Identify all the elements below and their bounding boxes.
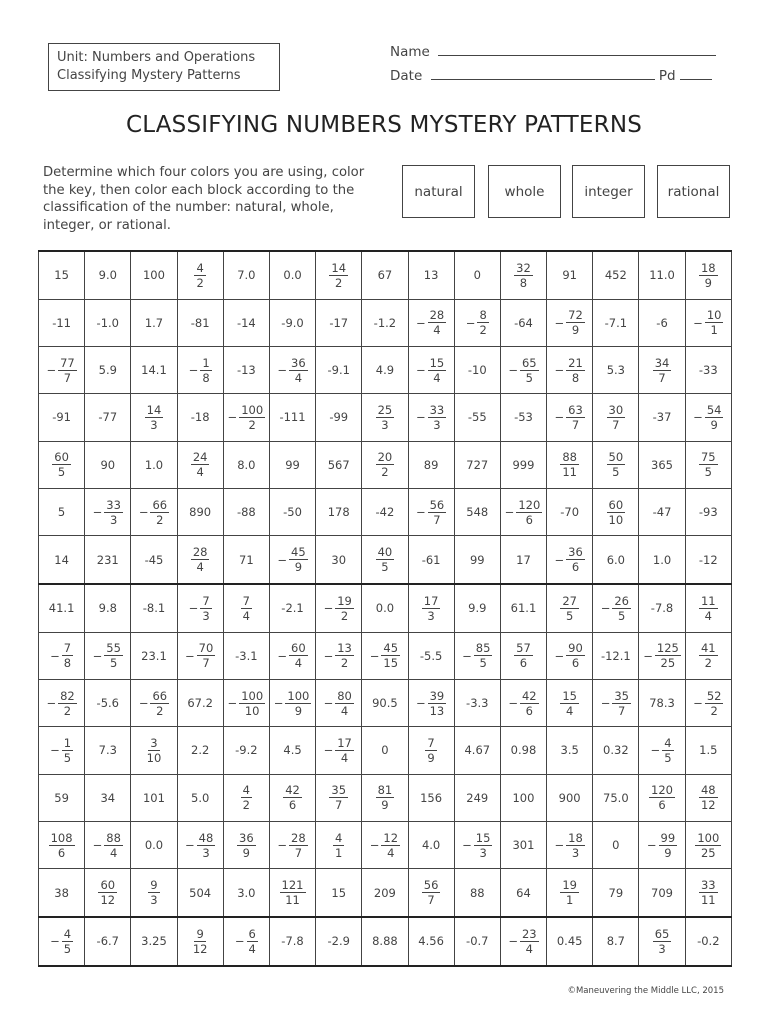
grid-cell[interactable]: − $\frac{125}{25}$ xyxy=(639,632,685,679)
grid-cell[interactable]: − $\frac{1}{8}$ xyxy=(177,346,223,393)
grid-cell[interactable]: − $\frac{55}{5}$ xyxy=(85,632,131,679)
grid-cell[interactable]: 0 xyxy=(362,727,408,774)
grid-cell[interactable]: 1.0 xyxy=(639,536,685,584)
grid-cell[interactable]: $\frac{34}{7}$ xyxy=(639,346,685,393)
grid-cell[interactable]: − $\frac{12}{4}$ xyxy=(362,821,408,868)
grid-cell[interactable]: -7.8 xyxy=(639,584,685,632)
grid-cell[interactable]: $\frac{9}{3}$ xyxy=(131,869,177,917)
grid-cell[interactable]: 14 xyxy=(39,536,85,584)
grid-cell[interactable]: 34 xyxy=(85,774,131,821)
grid-cell[interactable]: 78.3 xyxy=(639,679,685,726)
grid-cell[interactable]: 89 xyxy=(408,441,454,488)
grid-cell[interactable]: -77 xyxy=(85,394,131,441)
grid-cell[interactable]: $\frac{28}{4}$ xyxy=(177,536,223,584)
grid-cell[interactable]: -10 xyxy=(454,346,500,393)
grid-row xyxy=(39,821,732,868)
grid-row xyxy=(39,251,732,299)
grid-cell[interactable]: 99 xyxy=(454,536,500,584)
grid-cell[interactable]: 301 xyxy=(500,821,546,868)
grid-row xyxy=(39,536,732,584)
grid-cell[interactable]: 9.8 xyxy=(85,584,131,632)
grid-cell[interactable]: 548 xyxy=(454,489,500,536)
grid-cell[interactable]: 30 xyxy=(316,536,362,584)
key-label: integer xyxy=(584,183,633,200)
grid-cell[interactable]: − $\frac{100}{2}$ xyxy=(223,394,269,441)
grid-row xyxy=(39,679,732,726)
grid-cell[interactable]: − $\frac{56}{7}$ xyxy=(408,489,454,536)
grid-cell[interactable]: 4.56 xyxy=(408,917,454,966)
grid-cell[interactable]: $\frac{120}{6}$ xyxy=(639,774,685,821)
grid-cell[interactable]: 999 xyxy=(500,441,546,488)
grid-cell[interactable]: -1.0 xyxy=(85,299,131,346)
grid-cell[interactable]: − $\frac{90}{6}$ xyxy=(547,632,593,679)
grid-cell[interactable]: -11 xyxy=(39,299,85,346)
grid-cell[interactable]: 38 xyxy=(39,869,85,917)
grid-cell[interactable]: -5.5 xyxy=(408,632,454,679)
grid-cell[interactable]: 91 xyxy=(547,251,593,299)
grid-cell[interactable]: 0 xyxy=(454,251,500,299)
grid-cell[interactable]: − $\frac{15}{3}$ xyxy=(454,821,500,868)
topic-line: Classifying Mystery Patterns xyxy=(57,68,241,83)
grid-cell[interactable]: 900 xyxy=(547,774,593,821)
grid-cell[interactable]: − $\frac{4}{5}$ xyxy=(639,727,685,774)
grid-cell[interactable]: 8.0 xyxy=(223,441,269,488)
grid-row xyxy=(39,869,732,917)
grid-cell[interactable]: -99 xyxy=(316,394,362,441)
grid-cell[interactable]: − $\frac{36}{4}$ xyxy=(269,346,315,393)
grid-cell[interactable]: -6 xyxy=(639,299,685,346)
grid-cell[interactable]: $\frac{88}{11}$ xyxy=(547,441,593,488)
grid-cell[interactable]: 71 xyxy=(223,536,269,584)
grid-cell[interactable]: -13 xyxy=(223,346,269,393)
grid-row xyxy=(39,774,732,821)
grid-cell[interactable]: $\frac{25}{3}$ xyxy=(362,394,408,441)
grid-cell[interactable]: $\frac{56}{7}$ xyxy=(408,869,454,917)
grid-cell[interactable]: 59 xyxy=(39,774,85,821)
grid-cell[interactable]: 504 xyxy=(177,869,223,917)
key-whole[interactable] xyxy=(488,165,561,218)
grid-cell[interactable]: − $\frac{7}{3}$ xyxy=(177,584,223,632)
grid-cell[interactable]: − $\frac{52}{2}$ xyxy=(685,679,731,726)
grid-cell[interactable]: 727 xyxy=(454,441,500,488)
grid-cell[interactable]: -3.1 xyxy=(223,632,269,679)
grid-cell[interactable]: 2.2 xyxy=(177,727,223,774)
grid-cell[interactable]: 6.0 xyxy=(593,536,639,584)
unit-info-box xyxy=(48,43,280,91)
grid-cell[interactable]: -81 xyxy=(177,299,223,346)
key-label: natural xyxy=(414,183,463,200)
grid-cell[interactable]: $\frac{11}{4}$ xyxy=(685,584,731,632)
grid-cell[interactable]: 1.5 xyxy=(685,727,731,774)
grid-cell[interactable]: − $\frac{8}{2}$ xyxy=(454,299,500,346)
instructions: Determine which four colors you are using, color the key, then color each block according to the classification of the number: natural, whole, integer, or rational. xyxy=(43,165,365,233)
grid-cell[interactable]: − $\frac{60}{4}$ xyxy=(269,632,315,679)
grid-cell[interactable]: -91 xyxy=(39,394,85,441)
grid-cell[interactable]: 7.0 xyxy=(223,251,269,299)
grid-cell[interactable]: $\frac{15}{4}$ xyxy=(547,679,593,726)
grid-cell[interactable]: − $\frac{77}{7}$ xyxy=(39,346,85,393)
grid-cell[interactable]: − $\frac{35}{7}$ xyxy=(593,679,639,726)
grid-cell[interactable]: 4.9 xyxy=(362,346,408,393)
grid-cell[interactable]: -45 xyxy=(131,536,177,584)
grid-cell[interactable]: 90.5 xyxy=(362,679,408,726)
grid-cell[interactable]: 709 xyxy=(639,869,685,917)
grid-cell[interactable]: 23.1 xyxy=(131,632,177,679)
grid-cell[interactable]: 365 xyxy=(639,441,685,488)
grid-cell[interactable]: − $\frac{36}{6}$ xyxy=(547,536,593,584)
grid-cell[interactable]: 0.0 xyxy=(362,584,408,632)
grid-cell[interactable]: 0.45 xyxy=(547,917,593,966)
grid-cell[interactable]: -88 xyxy=(223,489,269,536)
grid-row xyxy=(39,489,732,536)
grid-cell[interactable]: 5.0 xyxy=(177,774,223,821)
grid-cell[interactable]: 0.0 xyxy=(131,821,177,868)
grid-cell[interactable]: $\frac{33}{11}$ xyxy=(685,869,731,917)
grid-cell[interactable]: 99 xyxy=(269,441,315,488)
grid-cell[interactable]: $\frac{4}{2}$ xyxy=(177,251,223,299)
grid-cell[interactable]: 5 xyxy=(39,489,85,536)
grid-cell[interactable]: -42 xyxy=(362,489,408,536)
grid-cell[interactable]: − $\frac{39}{13}$ xyxy=(408,679,454,726)
grid-cell[interactable]: $\frac{65}{3}$ xyxy=(639,917,685,966)
grid-cell[interactable]: 9.0 xyxy=(85,251,131,299)
grid-cell[interactable]: -93 xyxy=(685,489,731,536)
grid-row xyxy=(39,346,732,393)
grid-cell[interactable]: 1.7 xyxy=(131,299,177,346)
grid-cell[interactable]: -3.3 xyxy=(454,679,500,726)
grid-cell[interactable]: $\frac{100}{25}$ xyxy=(685,821,731,868)
grid-cell[interactable]: 61.1 xyxy=(500,584,546,632)
name-label: Name xyxy=(390,44,430,60)
grid-cell[interactable]: − $\frac{66}{2}$ xyxy=(131,489,177,536)
grid-cell[interactable]: -47 xyxy=(639,489,685,536)
grid-cell[interactable]: 14.1 xyxy=(131,346,177,393)
grid-cell[interactable]: 567 xyxy=(316,441,362,488)
grid-cell[interactable]: $\frac{36}{9}$ xyxy=(223,821,269,868)
grid-row xyxy=(39,727,732,774)
grid-cell[interactable]: 8.7 xyxy=(593,917,639,966)
grid-cell[interactable]: − $\frac{15}{4}$ xyxy=(408,346,454,393)
pd-label: Pd xyxy=(658,68,676,84)
grid-cell[interactable]: 41.1 xyxy=(39,584,85,632)
mystery-pattern-grid xyxy=(38,250,732,967)
grid-cell[interactable]: − $\frac{63}{7}$ xyxy=(547,394,593,441)
grid-cell[interactable]: − $\frac{100}{9}$ xyxy=(269,679,315,726)
name-field[interactable] xyxy=(390,42,716,60)
grid-cell[interactable]: $\frac{35}{7}$ xyxy=(316,774,362,821)
grid-cell[interactable]: − $\frac{4}{5}$ xyxy=(39,917,85,966)
key-label: whole xyxy=(504,183,545,200)
grid-cell[interactable]: -0.2 xyxy=(685,917,731,966)
grid-cell[interactable]: -5.6 xyxy=(85,679,131,726)
grid-cell[interactable]: -8.1 xyxy=(131,584,177,632)
grid-cell[interactable]: − $\frac{66}{2}$ xyxy=(131,679,177,726)
grid-cell[interactable]: − $\frac{23}{4}$ xyxy=(500,917,546,966)
grid-cell[interactable]: $\frac{4}{1}$ xyxy=(316,821,362,868)
date-field[interactable] xyxy=(390,66,712,84)
grid-cell[interactable]: − $\frac{33}{3}$ xyxy=(408,394,454,441)
grid-cell[interactable]: − $\frac{1}{5}$ xyxy=(39,727,85,774)
grid-cell[interactable]: -1.2 xyxy=(362,299,408,346)
grid-cell[interactable]: -12.1 xyxy=(593,632,639,679)
grid-cell[interactable]: $\frac{14}{3}$ xyxy=(131,394,177,441)
grid-cell[interactable]: $\frac{60}{10}$ xyxy=(593,489,639,536)
grid-cell[interactable]: 13 xyxy=(408,251,454,299)
grid-cell[interactable]: − $\frac{21}{8}$ xyxy=(547,346,593,393)
grid-cell[interactable]: 156 xyxy=(408,774,454,821)
grid-cell[interactable]: $\frac{30}{7}$ xyxy=(593,394,639,441)
grid-cell[interactable]: − $\frac{18}{3}$ xyxy=(547,821,593,868)
grid-cell[interactable]: 15 xyxy=(316,869,362,917)
grid-cell[interactable]: $\frac{60}{5}$ xyxy=(39,441,85,488)
grid-cell[interactable]: -7.1 xyxy=(593,299,639,346)
grid-cell[interactable]: $\frac{48}{12}$ xyxy=(685,774,731,821)
grid-cell[interactable]: 452 xyxy=(593,251,639,299)
grid-cell[interactable]: − $\frac{33}{3}$ xyxy=(85,489,131,536)
name-blank[interactable] xyxy=(438,42,716,56)
grid-cell[interactable]: 3.5 xyxy=(547,727,593,774)
grid-cell[interactable]: − $\frac{28}{4}$ xyxy=(408,299,454,346)
grid-cell[interactable]: − $\frac{17}{4}$ xyxy=(316,727,362,774)
grid-cell[interactable]: 100 xyxy=(131,251,177,299)
grid-cell[interactable]: $\frac{7}{9}$ xyxy=(408,727,454,774)
grid-cell[interactable]: 3.25 xyxy=(131,917,177,966)
grid-cell[interactable]: − $\frac{45}{15}$ xyxy=(362,632,408,679)
grid-cell[interactable]: 1.0 xyxy=(131,441,177,488)
grid-cell[interactable]: $\frac{50}{5}$ xyxy=(593,441,639,488)
grid-cell[interactable]: -64 xyxy=(500,299,546,346)
grid-cell[interactable]: − $\frac{99}{9}$ xyxy=(639,821,685,868)
grid-cell[interactable]: 5.9 xyxy=(85,346,131,393)
grid-cell[interactable]: − $\frac{70}{7}$ xyxy=(177,632,223,679)
pd-blank[interactable] xyxy=(680,66,712,80)
grid-cell[interactable]: − $\frac{82}{2}$ xyxy=(39,679,85,726)
grid-cell[interactable]: -53 xyxy=(500,394,546,441)
grid-cell[interactable]: 7.3 xyxy=(85,727,131,774)
grid-cell[interactable]: − $\frac{54}{9}$ xyxy=(685,394,731,441)
grid-row xyxy=(39,394,732,441)
grid-cell[interactable]: 17 xyxy=(500,536,546,584)
grid-cell[interactable]: − $\frac{6}{4}$ xyxy=(223,917,269,966)
grid-cell[interactable]: 0 xyxy=(593,821,639,868)
grid-row xyxy=(39,299,732,346)
grid-cell[interactable]: $\frac{18}{9}$ xyxy=(685,251,731,299)
grid-cell[interactable]: − $\frac{42}{6}$ xyxy=(500,679,546,726)
grid-cell[interactable]: 4.5 xyxy=(269,727,315,774)
grid-cell[interactable]: $\frac{27}{5}$ xyxy=(547,584,593,632)
grid-cell[interactable]: − $\frac{100}{10}$ xyxy=(223,679,269,726)
grid-cell[interactable]: -6.7 xyxy=(85,917,131,966)
grid-cell[interactable]: 0.0 xyxy=(269,251,315,299)
grid-cell[interactable]: -12 xyxy=(685,536,731,584)
grid-row xyxy=(39,917,732,966)
grid-cell[interactable]: 4.0 xyxy=(408,821,454,868)
grid-cell[interactable]: − $\frac{26}{5}$ xyxy=(593,584,639,632)
grid-cell[interactable]: $\frac{81}{9}$ xyxy=(362,774,408,821)
grid-cell[interactable]: 9.9 xyxy=(454,584,500,632)
grid-cell[interactable]: $\frac{108}{6}$ xyxy=(39,821,85,868)
grid-cell[interactable]: − $\frac{88}{4}$ xyxy=(85,821,131,868)
grid-cell[interactable]: -55 xyxy=(454,394,500,441)
grid-cell[interactable]: − $\frac{48}{3}$ xyxy=(177,821,223,868)
grid-cell[interactable]: $\frac{4}{2}$ xyxy=(223,774,269,821)
grid-cell[interactable]: -111 xyxy=(269,394,315,441)
grid-cell[interactable]: -17 xyxy=(316,299,362,346)
grid-cell[interactable]: − $\frac{80}{4}$ xyxy=(316,679,362,726)
grid-cell[interactable]: − $\frac{7}{8}$ xyxy=(39,632,85,679)
date-label: Date xyxy=(390,68,423,84)
grid-cell[interactable]: 8.88 xyxy=(362,917,408,966)
grid-cell[interactable]: 75.0 xyxy=(593,774,639,821)
grid-cell[interactable]: − $\frac{85}{5}$ xyxy=(454,632,500,679)
grid-cell[interactable]: − $\frac{45}{9}$ xyxy=(269,536,315,584)
grid-cell[interactable]: − $\frac{28}{7}$ xyxy=(269,821,315,868)
grid-cell[interactable]: $\frac{20}{2}$ xyxy=(362,441,408,488)
grid-cell[interactable]: 178 xyxy=(316,489,362,536)
grid-cell[interactable]: $\frac{42}{6}$ xyxy=(269,774,315,821)
grid-cell[interactable]: -7.8 xyxy=(269,917,315,966)
grid-cell[interactable]: 0.32 xyxy=(593,727,639,774)
grid-cell[interactable]: 88 xyxy=(454,869,500,917)
grid-cell[interactable]: -50 xyxy=(269,489,315,536)
grid-cell[interactable]: 11.0 xyxy=(639,251,685,299)
grid-cell[interactable]: 79 xyxy=(593,869,639,917)
grid-cell[interactable]: -9.1 xyxy=(316,346,362,393)
grid-row xyxy=(39,584,732,632)
grid-row xyxy=(39,441,732,488)
grid-cell[interactable]: $\frac{14}{2}$ xyxy=(316,251,362,299)
grid-cell[interactable]: -0.7 xyxy=(454,917,500,966)
grid-cell[interactable]: 67 xyxy=(362,251,408,299)
copyright: ©Maneuvering the Middle LLC, 2015 xyxy=(567,986,724,996)
grid-cell[interactable]: $\frac{9}{12}$ xyxy=(177,917,223,966)
grid-cell[interactable]: -9.0 xyxy=(269,299,315,346)
page-title: CLASSIFYING NUMBERS MYSTERY PATTERNS xyxy=(125,112,643,138)
grid-cell[interactable]: − $\frac{72}{9}$ xyxy=(547,299,593,346)
key-natural[interactable] xyxy=(402,165,475,218)
grid-cell[interactable]: 3.0 xyxy=(223,869,269,917)
grid-cell[interactable]: − $\frac{10}{1}$ xyxy=(685,299,731,346)
grid-cell[interactable]: -61 xyxy=(408,536,454,584)
grid-cell[interactable]: $\frac{40}{5}$ xyxy=(362,536,408,584)
grid-cell[interactable]: $\frac{32}{8}$ xyxy=(500,251,546,299)
grid-cell[interactable]: -33 xyxy=(685,346,731,393)
grid-cell[interactable]: -37 xyxy=(639,394,685,441)
grid-cell[interactable]: $\frac{75}{5}$ xyxy=(685,441,731,488)
unit-line: Unit: Numbers and Operations xyxy=(57,50,256,65)
grid-cell[interactable]: -9.2 xyxy=(223,727,269,774)
grid-cell[interactable]: 101 xyxy=(131,774,177,821)
grid-row xyxy=(39,632,732,679)
grid-cell[interactable]: $\frac{121}{11}$ xyxy=(269,869,315,917)
key-rational[interactable] xyxy=(657,165,730,218)
grid-cell[interactable]: $\frac{19}{1}$ xyxy=(547,869,593,917)
grid-cell[interactable]: 249 xyxy=(454,774,500,821)
grid-cell[interactable]: 5.3 xyxy=(593,346,639,393)
grid-cell[interactable]: − $\frac{65}{5}$ xyxy=(500,346,546,393)
grid-cell[interactable]: 64 xyxy=(500,869,546,917)
grid-cell[interactable]: 231 xyxy=(85,536,131,584)
grid-cell[interactable]: $\frac{3}{10}$ xyxy=(131,727,177,774)
grid-cell[interactable]: -18 xyxy=(177,394,223,441)
grid-cell[interactable]: 0.98 xyxy=(500,727,546,774)
grid-cell[interactable]: 15 xyxy=(39,251,85,299)
grid-cell[interactable]: − $\frac{19}{2}$ xyxy=(316,584,362,632)
grid-cell[interactable]: 100 xyxy=(500,774,546,821)
grid-cell[interactable]: $\frac{17}{3}$ xyxy=(408,584,454,632)
key-integer[interactable] xyxy=(572,165,645,218)
grid-cell[interactable]: − $\frac{13}{2}$ xyxy=(316,632,362,679)
grid-cell[interactable]: $\frac{7}{4}$ xyxy=(223,584,269,632)
grid-cell[interactable]: 90 xyxy=(85,441,131,488)
grid-cell[interactable]: $\frac{60}{12}$ xyxy=(85,869,131,917)
grid-cell[interactable]: $\frac{41}{2}$ xyxy=(685,632,731,679)
grid-cell[interactable]: $\frac{57}{6}$ xyxy=(500,632,546,679)
key-label: rational xyxy=(667,183,720,200)
grid-cell[interactable]: -2.9 xyxy=(316,917,362,966)
grid-cell[interactable]: − $\frac{120}{6}$ xyxy=(500,489,546,536)
grid-cell[interactable]: 890 xyxy=(177,489,223,536)
grid-cell[interactable]: $\frac{24}{4}$ xyxy=(177,441,223,488)
grid-cell[interactable]: 67.2 xyxy=(177,679,223,726)
grid-cell[interactable]: 209 xyxy=(362,869,408,917)
grid-cell[interactable]: -2.1 xyxy=(269,584,315,632)
grid-cell[interactable]: 4.67 xyxy=(454,727,500,774)
date-blank[interactable] xyxy=(431,66,655,80)
grid-cell[interactable]: -14 xyxy=(223,299,269,346)
grid-cell[interactable]: -70 xyxy=(547,489,593,536)
